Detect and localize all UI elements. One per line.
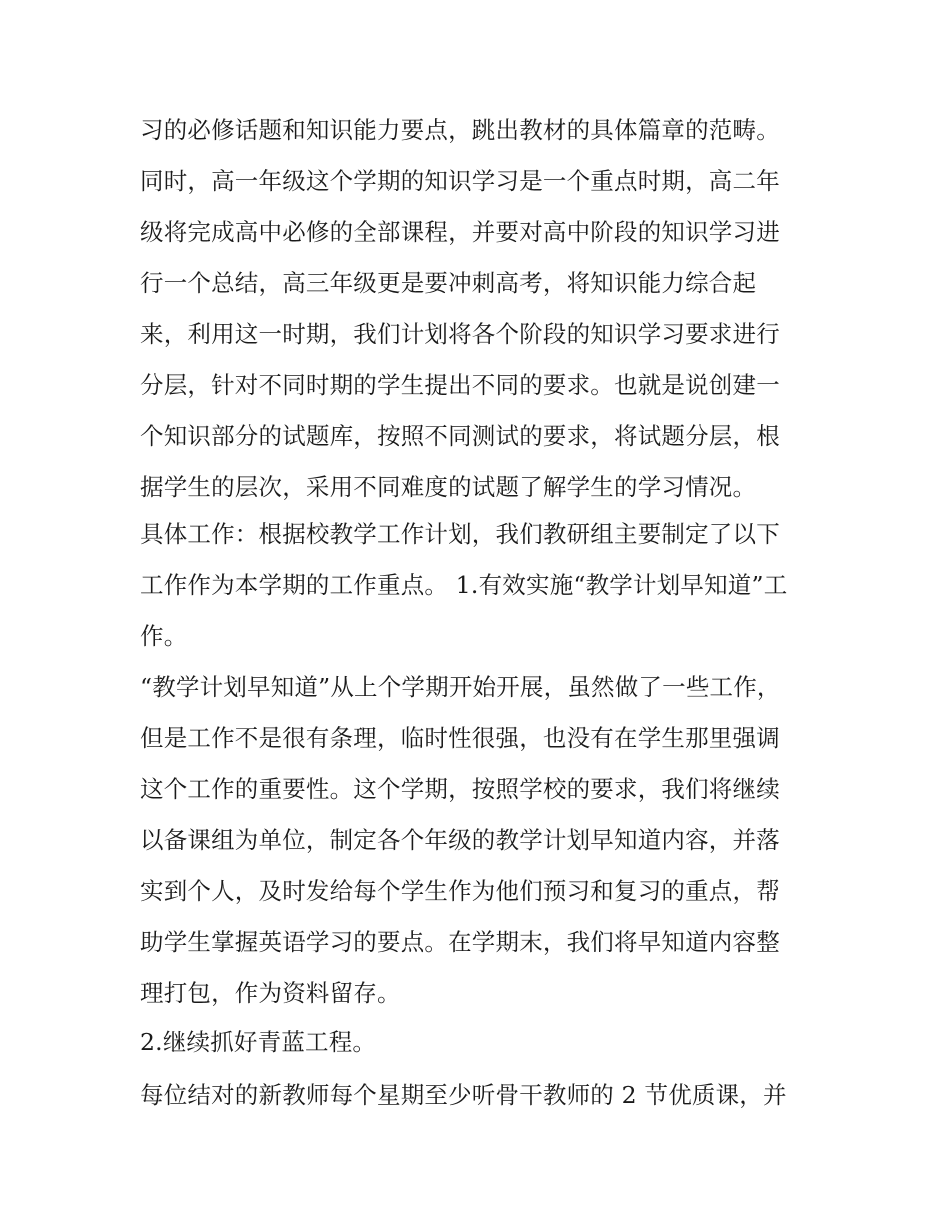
text-line: 以备课组为单位，制定各个年级的教学计划早知道内容，并落 bbox=[140, 826, 780, 854]
text-line: 但是工作不是很有条理，临时性很强，也没有在学生那里强调 bbox=[140, 724, 780, 752]
text-line: 据学生的层次，采用不同难度的试题了解学生的学习情况。 bbox=[140, 473, 757, 501]
text-line: 工作作为本学期的工作重点。 1.有效实施“教学计划早知道”工 bbox=[140, 571, 788, 599]
text-line: “教学计划早知道”从上个学期开始开展，虽然做了一些工作， bbox=[140, 673, 781, 701]
text-line: 这个工作的重要性。这个学期，按照学校的要求，我们将继续 bbox=[140, 775, 780, 803]
text-line: 具体工作：根据校教学工作计划，我们教研组主要制定了以下 bbox=[140, 520, 780, 548]
text-line: 每位结对的新教师每个星期至少听骨干教师的 2 节优质课，并 bbox=[140, 1081, 787, 1109]
text-line: 同时，高一年级这个学期的知识学习是一个重点时期，高二年 bbox=[140, 167, 780, 195]
text-line: 来，利用这一时期，我们计划将各个阶段的知识学习要求进行 bbox=[140, 320, 780, 348]
text-line: 行一个总结，高三年级更是要冲刺高考，将知识能力综合起 bbox=[140, 269, 757, 297]
text-line: 助学生掌握英语学习的要点。在学期末，我们将早知道内容整 bbox=[140, 928, 780, 956]
text-line: 习的必修话题和知识能力要点，跳出教材的具体篇章的范畴。 bbox=[140, 116, 780, 144]
text-line: 级将完成高中必修的全部课程，并要对高中阶段的知识学习进 bbox=[140, 218, 780, 246]
text-line: 实到个人，及时发给每个学生作为他们预习和复习的重点，帮 bbox=[140, 877, 780, 905]
text-line: 理打包，作为资料留存。 bbox=[140, 979, 401, 1007]
text-line: 个知识部分的试题库，按照不同测试的要求，将试题分层，根 bbox=[140, 422, 780, 450]
text-line: 2.继续抓好青蓝工程。 bbox=[140, 1028, 377, 1056]
text-line: 分层，针对不同时期的学生提出不同的要求。也就是说创建一 bbox=[140, 371, 780, 399]
text-line: 作。 bbox=[140, 622, 188, 650]
